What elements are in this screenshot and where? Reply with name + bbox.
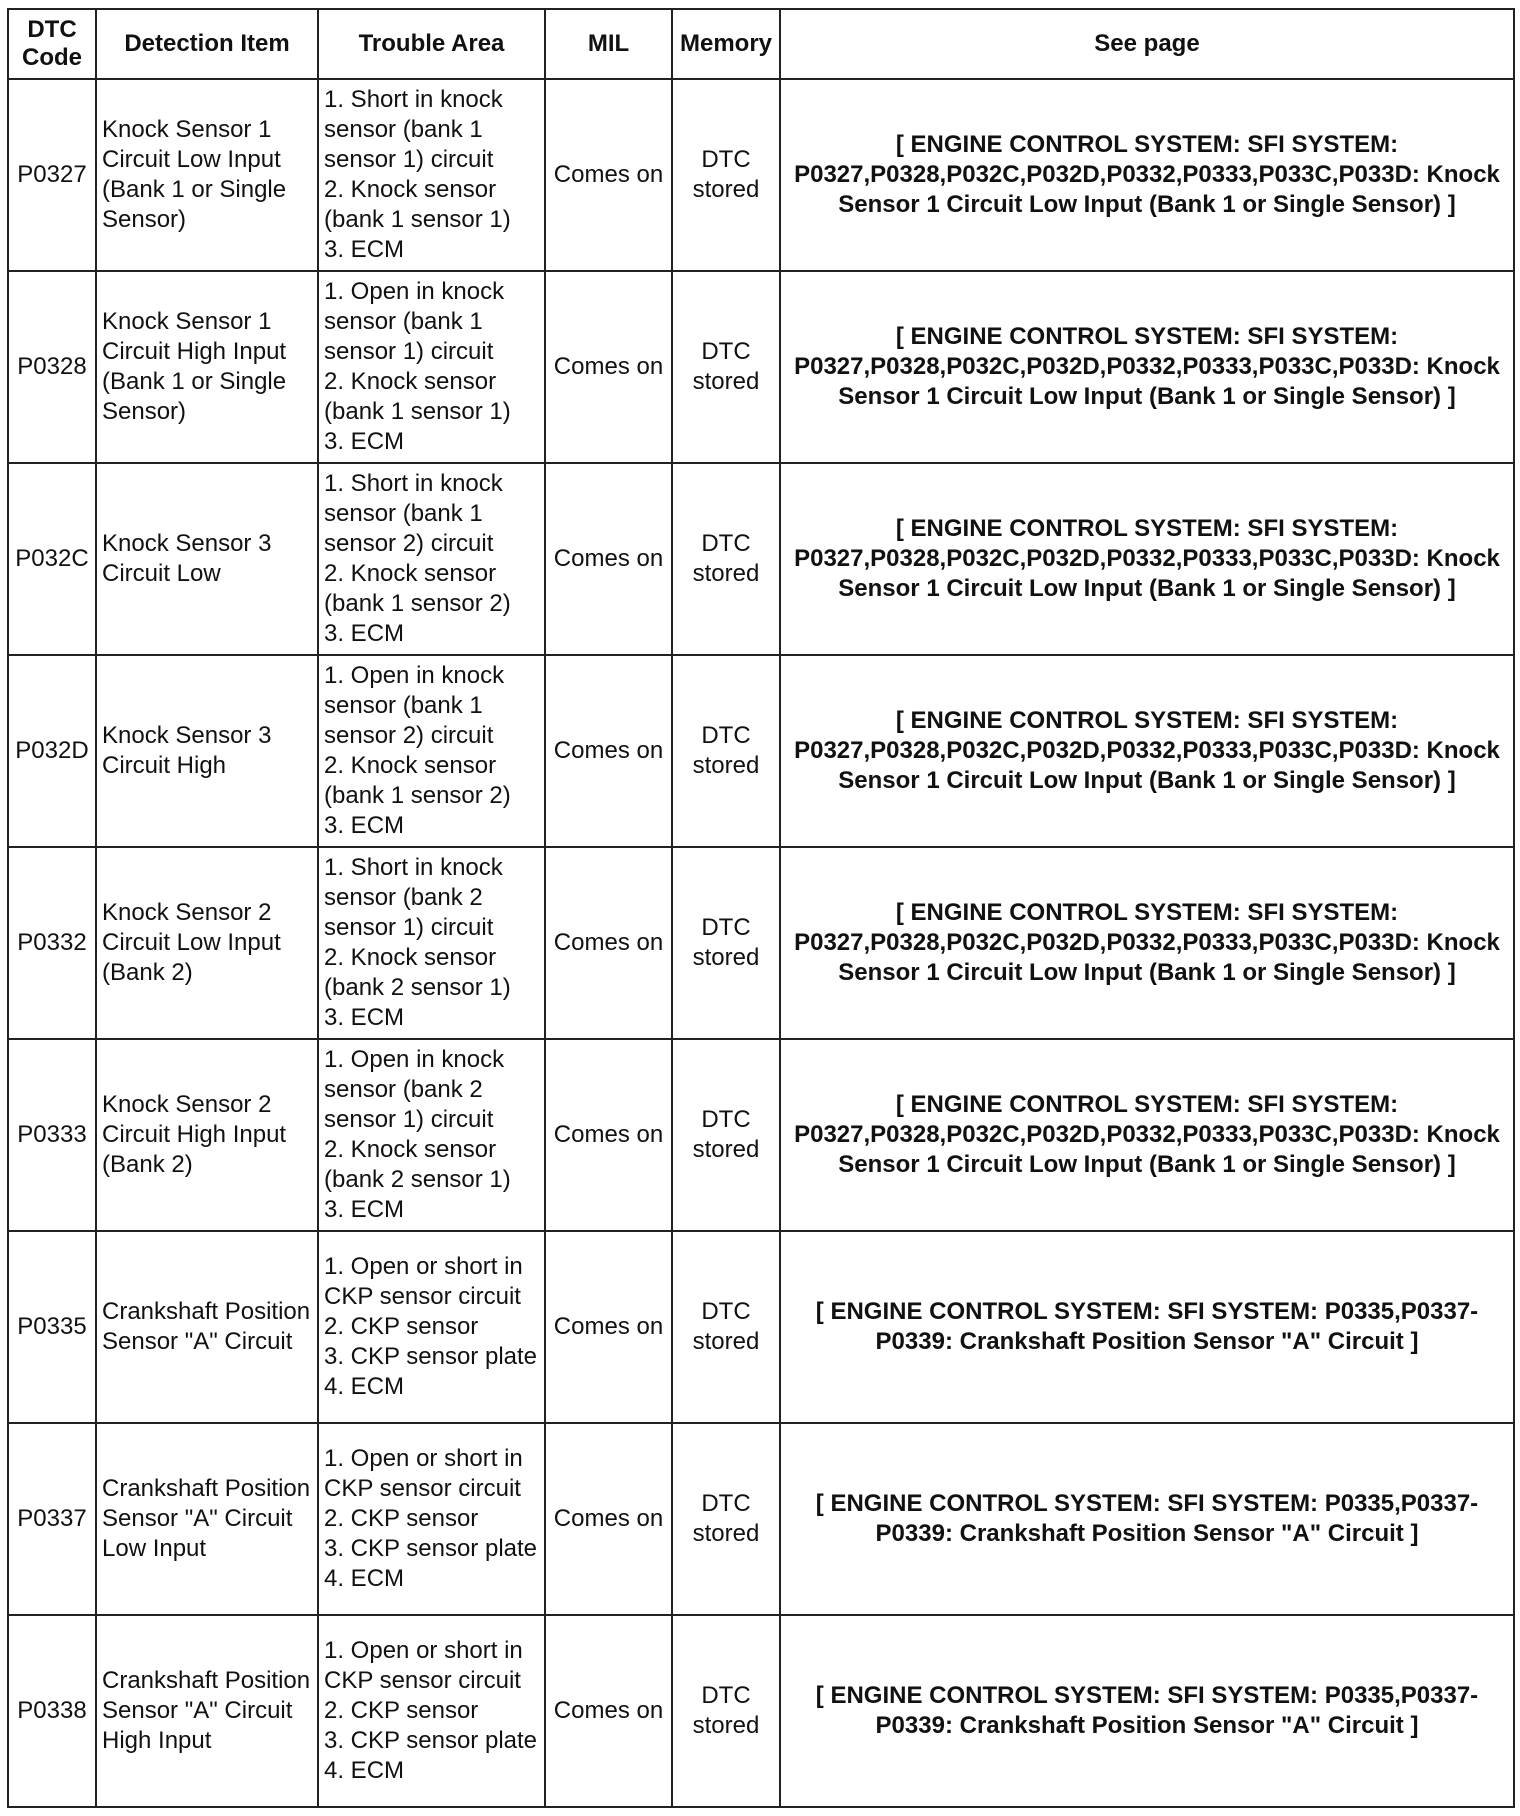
dtc-code-cell: P0327 [8, 79, 96, 271]
dtc-table [7, 8, 1515, 1808]
dtc-code-cell: P032D [8, 655, 96, 847]
trouble-area-line: 2. Knock sensor (bank 1 sensor 1) [324, 368, 511, 425]
dtc-code-cell: P0338 [8, 1615, 96, 1807]
memory-cell: DTC stored [672, 847, 780, 1039]
trouble-area-cell [318, 1615, 545, 1807]
dtc-code-cell: P032C [8, 463, 96, 655]
trouble-area-line: 2. Knock sensor (bank 2 sensor 1) [324, 944, 511, 1001]
trouble-area-line: 3. ECM [324, 236, 405, 263]
dtc-code-cell: P0328 [8, 271, 96, 463]
trouble-area-line: 1. Short in knock sensor (bank 1 sensor 2) circuit [324, 470, 503, 557]
detection-item-cell: Crankshaft Position Sensor "A" Circuit High Input [96, 1615, 318, 1807]
dtc-code-cell: P0337 [8, 1423, 96, 1615]
table-row [8, 1615, 1514, 1807]
see-page-link: [ ENGINE CONTROL SYSTEM: SFI SYSTEM: P0335,P0337-P0339: Crankshaft Position Sensor "A" Circuit ] [780, 1423, 1514, 1615]
mil-cell: Comes on [545, 1231, 672, 1423]
header-dtc-code [8, 9, 96, 79]
table-row [8, 271, 1514, 463]
mil-cell: Comes on [545, 1615, 672, 1807]
trouble-area-cell [318, 847, 545, 1039]
trouble-area-cell [318, 1039, 545, 1231]
trouble-area-line: 2. Knock sensor (bank 1 sensor 1) [324, 176, 511, 233]
header-dtc-code-line2: Code [22, 44, 82, 71]
trouble-area-line: 1. Open or short in CKP sensor circuit [324, 1253, 523, 1310]
trouble-area-cell [318, 463, 545, 655]
trouble-area-line: 4. ECM [324, 1565, 405, 1592]
header-detection-item: Detection Item [96, 9, 318, 79]
see-page-link: [ ENGINE CONTROL SYSTEM: SFI SYSTEM: P0335,P0337-P0339: Crankshaft Position Sensor "A" Circuit ] [780, 1231, 1514, 1423]
table-row [8, 463, 1514, 655]
trouble-area-line: 3. ECM [324, 428, 405, 455]
table-row [8, 1039, 1514, 1231]
trouble-area-line: 2. Knock sensor (bank 2 sensor 1) [324, 1136, 511, 1193]
trouble-area-line: 4. ECM [324, 1373, 405, 1400]
header-see-page: See page [780, 9, 1514, 79]
table-body [8, 79, 1514, 1807]
memory-cell: DTC stored [672, 1423, 780, 1615]
table-header-row [8, 9, 1514, 79]
trouble-area-line: 2. Knock sensor (bank 1 sensor 2) [324, 560, 511, 617]
see-page-link: [ ENGINE CONTROL SYSTEM: SFI SYSTEM: P0327,P0328,P032C,P032D,P0332,P0333,P033C,P033D: Knock Sensor 1 Circuit Low Input (Bank 1 or Single Sensor) ] [780, 271, 1514, 463]
header-mil: MIL [545, 9, 672, 79]
dtc-code-cell: P0333 [8, 1039, 96, 1231]
detection-item-cell: Knock Sensor 3 Circuit High [96, 655, 318, 847]
table-row [8, 847, 1514, 1039]
memory-cell: DTC stored [672, 463, 780, 655]
memory-cell: DTC stored [672, 1615, 780, 1807]
memory-cell: DTC stored [672, 271, 780, 463]
header-dtc-code-line1: DTC [27, 16, 77, 43]
see-page-link: [ ENGINE CONTROL SYSTEM: SFI SYSTEM: P0335,P0337-P0339: Crankshaft Position Sensor "A" Circuit ] [780, 1615, 1514, 1807]
memory-cell: DTC stored [672, 1231, 780, 1423]
trouble-area-line: 2. CKP sensor [324, 1505, 479, 1532]
trouble-area-line: 4. ECM [324, 1757, 405, 1784]
detection-item-cell: Knock Sensor 2 Circuit High Input (Bank 2) [96, 1039, 318, 1231]
trouble-area-line: 1. Open or short in CKP sensor circuit [324, 1637, 523, 1694]
mil-cell: Comes on [545, 655, 672, 847]
trouble-area-line: 1. Open in knock sensor (bank 2 sensor 1) circuit [324, 1046, 505, 1133]
mil-cell: Comes on [545, 271, 672, 463]
trouble-area-line: 3. ECM [324, 1196, 405, 1223]
see-page-link: [ ENGINE CONTROL SYSTEM: SFI SYSTEM: P0327,P0328,P032C,P032D,P0332,P0333,P033C,P033D: Knock Sensor 1 Circuit Low Input (Bank 1 or Single Sensor) ] [780, 655, 1514, 847]
mil-cell: Comes on [545, 847, 672, 1039]
see-page-link: [ ENGINE CONTROL SYSTEM: SFI SYSTEM: P0327,P0328,P032C,P032D,P0332,P0333,P033C,P033D: Knock Sensor 1 Circuit Low Input (Bank 1 or Single Sensor) ] [780, 847, 1514, 1039]
trouble-area-line: 3. CKP sensor plate [324, 1727, 538, 1754]
dtc-code-cell: P0335 [8, 1231, 96, 1423]
table-row [8, 655, 1514, 847]
see-page-link: [ ENGINE CONTROL SYSTEM: SFI SYSTEM: P0327,P0328,P032C,P032D,P0332,P0333,P033C,P033D: Knock Sensor 1 Circuit Low Input (Bank 1 or Single Sensor) ] [780, 463, 1514, 655]
table-row [8, 79, 1514, 271]
trouble-area-line: 1. Open in knock sensor (bank 1 sensor 1) circuit [324, 278, 505, 365]
detection-item-cell: Knock Sensor 1 Circuit Low Input (Bank 1 or Single Sensor) [96, 79, 318, 271]
see-page-link: [ ENGINE CONTROL SYSTEM: SFI SYSTEM: P0327,P0328,P032C,P032D,P0332,P0333,P033C,P033D: Knock Sensor 1 Circuit Low Input (Bank 1 or Single Sensor) ] [780, 1039, 1514, 1231]
trouble-area-line: 1. Open or short in CKP sensor circuit [324, 1445, 523, 1502]
header-memory: Memory [672, 9, 780, 79]
mil-cell: Comes on [545, 1039, 672, 1231]
table-row [8, 1423, 1514, 1615]
trouble-area-cell [318, 271, 545, 463]
mil-cell: Comes on [545, 79, 672, 271]
header-trouble-area: Trouble Area [318, 9, 545, 79]
detection-item-cell: Crankshaft Position Sensor "A" Circuit [96, 1231, 318, 1423]
see-page-link: [ ENGINE CONTROL SYSTEM: SFI SYSTEM: P0327,P0328,P032C,P032D,P0332,P0333,P033C,P033D: Knock Sensor 1 Circuit Low Input (Bank 1 or Single Sensor) ] [780, 79, 1514, 271]
trouble-area-line: 3. CKP sensor plate [324, 1343, 538, 1370]
trouble-area-line: 1. Short in knock sensor (bank 2 sensor 1) circuit [324, 854, 503, 941]
detection-item-cell: Knock Sensor 1 Circuit High Input (Bank 1 or Single Sensor) [96, 271, 318, 463]
memory-cell: DTC stored [672, 1039, 780, 1231]
table-row [8, 1231, 1514, 1423]
detection-item-cell: Crankshaft Position Sensor "A" Circuit Low Input [96, 1423, 318, 1615]
trouble-area-line: 2. Knock sensor (bank 1 sensor 2) [324, 752, 511, 809]
memory-cell: DTC stored [672, 79, 780, 271]
trouble-area-line: 3. CKP sensor plate [324, 1535, 538, 1562]
trouble-area-cell [318, 1423, 545, 1615]
trouble-area-line: 1. Open in knock sensor (bank 1 sensor 2) circuit [324, 662, 505, 749]
mil-cell: Comes on [545, 463, 672, 655]
trouble-area-line: 3. ECM [324, 620, 405, 647]
trouble-area-line: 3. ECM [324, 812, 405, 839]
detection-item-cell: Knock Sensor 3 Circuit Low [96, 463, 318, 655]
dtc-code-cell: P0332 [8, 847, 96, 1039]
trouble-area-cell [318, 1231, 545, 1423]
trouble-area-cell [318, 655, 545, 847]
detection-item-cell: Knock Sensor 2 Circuit Low Input (Bank 2) [96, 847, 318, 1039]
trouble-area-cell [318, 79, 545, 271]
trouble-area-line: 2. CKP sensor [324, 1697, 479, 1724]
trouble-area-line: 2. CKP sensor [324, 1313, 479, 1340]
trouble-area-line: 1. Short in knock sensor (bank 1 sensor 1) circuit [324, 86, 503, 173]
mil-cell: Comes on [545, 1423, 672, 1615]
memory-cell: DTC stored [672, 655, 780, 847]
trouble-area-line: 3. ECM [324, 1004, 405, 1031]
